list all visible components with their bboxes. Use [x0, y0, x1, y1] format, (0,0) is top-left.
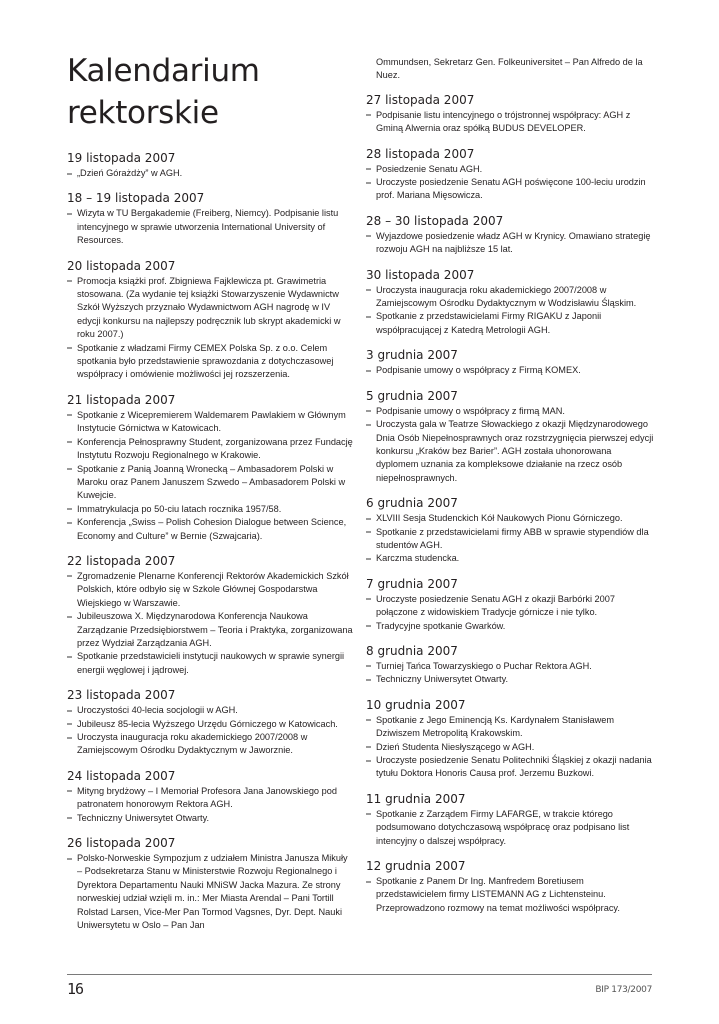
entry-date: 21 listopada 2007: [67, 392, 176, 407]
entry-item: [366, 593, 656, 620]
calendar-entry: [67, 687, 353, 758]
calendar-entry: [366, 643, 656, 687]
dash-bullet-icon: [366, 746, 371, 748]
dash-bullet-icon: [366, 289, 371, 291]
calendar-entry: [67, 392, 353, 543]
entry-item-text: „Dzień Górażdży” w AGH.: [77, 168, 183, 178]
entry-items: [366, 284, 656, 338]
entry-date: 22 listopada 2007: [67, 553, 176, 568]
entry-item: [67, 812, 353, 825]
dash-bullet-icon: [67, 710, 72, 712]
entry-date: 5 grudnia 2007: [366, 388, 458, 403]
entry-items: [366, 714, 656, 781]
dash-bullet-icon: [366, 679, 371, 681]
entry-item-text: Spotkanie z Wicepremierem Waldemarem Pawlakiem w Głównym Instytucie Górnictwa w Katowicach.: [77, 409, 346, 434]
dash-bullet-icon: [366, 813, 371, 815]
dash-bullet-icon: [366, 168, 371, 170]
entry-item-text: Spotkanie z Jego Eminencją Ks. Kardynałem Stanisławem Dziwiszem Metropolitą Krakowskim.: [376, 714, 614, 739]
entry-items: [67, 704, 353, 758]
entry-items: [366, 875, 656, 915]
calendar-entry: [67, 150, 353, 180]
entry-item-text: Uroczysta inauguracja roku akademickiego 2007/2008 w Zamiejscowym Ośrodku Dydaktycznym w Jaworznie.: [77, 732, 308, 756]
entry-item: [67, 785, 353, 812]
entry-item-text: Jubileusz 85-lecia Wyższego Urzędu Górniczego w Katowicach.: [77, 718, 338, 729]
entry-item: [366, 526, 656, 553]
entry-date: 24 listopada 2007: [67, 768, 176, 783]
entry-date: 20 listopada 2007: [67, 258, 176, 273]
entry-item-text: Polsko-Norweskie Sympozjum z udziałem Ministra Janusza Mikuły – Podsekretarza Stanu w Ministerstwie Rozwoju Regionalnego i Dyrektora Departamentu Nauki MNiSW Jacka Mazura. Ze strony norweskiej udział wzięli m. in.: Mer Miasta Arendal – Pani Tortill Rolstad Larsen, Vice-Mer Pan Tormod Vagsnes, Dyr. Dept. Nauki Uniwersytetu w Oslo – Pan Jan: [77, 853, 348, 931]
dash-bullet-icon: [366, 625, 371, 627]
entry-item-text: Wizyta w TU Bergakademie (Freiberg, Niemcy). Podpisanie listu intencyjnego w sprawie utworzenia International University of Resources.: [77, 208, 339, 246]
entry-item-text: Techniczny Uniwersytet Otwarty.: [376, 674, 509, 685]
dash-bullet-icon: [366, 410, 371, 412]
dash-bullet-icon: [366, 598, 371, 600]
entry-items: [366, 109, 656, 136]
dash-bullet-icon: [366, 531, 371, 533]
page-title-line-1: Kalendarium: [67, 53, 260, 89]
dash-bullet-icon: [67, 790, 72, 792]
entry-date: 18 – 19 listopada 2007: [67, 191, 205, 206]
page-title: [67, 50, 260, 134]
dash-bullet-icon: [366, 558, 371, 560]
entry-date: 12 grudnia 2007: [366, 859, 466, 874]
dash-bullet-icon: [366, 881, 371, 883]
entry-items: [366, 364, 656, 377]
entry-date: 8 grudnia 2007: [366, 643, 458, 658]
dash-bullet-icon: [67, 347, 72, 349]
dash-bullet-icon: [67, 522, 72, 524]
footer-divider: [67, 974, 652, 975]
calendar-entry: [366, 213, 656, 257]
calendar-entry: [366, 92, 656, 136]
entry-item: [366, 741, 656, 754]
entry-items: [366, 405, 656, 485]
calendar-entry: [366, 146, 656, 203]
dash-bullet-icon: [366, 182, 371, 184]
entry-items: [366, 660, 656, 687]
entry-item: [67, 704, 353, 717]
calendar-entry: [366, 697, 656, 781]
entry-item: [366, 754, 656, 781]
entry-item-text: Uroczyste posiedzenie Senatu Politechniki Śląskiej z okazji nadania tytułu Doktora Honoris Causa prof. Jerzemu Buzkowi.: [376, 755, 652, 779]
entry-item-text: Zgromadzenie Plenarne Konferencji Rektorów Akademickich Szkół Polskich, które odbyło się w Szkole Głównej Gospodarstwa Wiejskiego w Warszawie.: [77, 570, 349, 608]
entry-item: [366, 660, 656, 673]
calendar-entry: [366, 347, 656, 377]
entry-date: 28 listopada 2007: [366, 146, 475, 161]
entry-item: [67, 275, 353, 342]
entry-item: [67, 650, 353, 677]
entry-item: [67, 718, 353, 731]
entry-items: [67, 409, 353, 543]
entry-items: [366, 163, 656, 203]
entry-item-text: Konferencja Pełnosprawny Student, zorganizowana przez Fundację Instytutu Rozwoju Regionalnego w Krakowie.: [77, 436, 353, 461]
entry-item: [366, 310, 656, 337]
entry-item-text: Posiedzenie Senatu AGH.: [376, 163, 483, 174]
calendar-entry: [366, 388, 656, 485]
entry-item-text: Spotkanie z Panią Joanną Wronecką – Ambasadorem Polski w Maroku oraz Panem Januszem Szwedo – Ambasadorem Polski w Kuwejcie.: [77, 463, 346, 501]
dash-bullet-icon: [67, 656, 72, 658]
entry-item-text: Uroczyste posiedzenie Senatu AGH poświęcone 100-leciu urodzin prof. Mariana Mięsowicza.: [376, 177, 646, 201]
publication-footer: BIP 173/2007: [595, 985, 652, 995]
dash-bullet-icon: [67, 737, 72, 739]
calendar-entry: [366, 576, 656, 633]
entry-item: [366, 673, 656, 686]
entry-date: 11 grudnia 2007: [366, 791, 466, 806]
page-number: 16: [67, 980, 84, 998]
entry-item-text: Promocja książki prof. Zbigniewa Fajklewicza pt. Grawimetria stosowana. (Za wydanie tej książki Stowarzyszenie Wydawnictw Szkół Wyższych przyznało Wydawnictwom AGH nagrodę w IV edycji konkursu na najlepszy podręcznik lub skrypt akademicki w roku 2007.): [77, 275, 341, 340]
calendar-entry: [366, 858, 656, 915]
dash-bullet-icon: [67, 414, 72, 416]
dash-bullet-icon: [67, 441, 72, 443]
calendar-entry: [67, 835, 353, 932]
entry-item: [366, 109, 656, 136]
entry-item-text: Immatrykulacja po 50-ciu latach rocznika 1957/58.: [77, 503, 282, 514]
entry-item: [67, 610, 353, 650]
entry-item: [366, 176, 656, 203]
dash-bullet-icon: [67, 508, 72, 510]
entry-item: [366, 512, 656, 525]
entry-date: 6 grudnia 2007: [366, 496, 458, 511]
entry-item-text: Jubileuszowa X. Międzynarodowa Konferencja Naukowa Zarządzanie Przedsiębiorstwem – Teoria i Praktyka, zorganizowana przez Wydział Zarządzania AGH.: [77, 611, 353, 648]
left-column: [67, 150, 353, 942]
entry-item-text: Spotkanie z Panem Dr Ing. Manfredem Boretiusem przedstawicielem firmy LISTEMANN AG z Lichtensteinu. Przeprowadzono rozmowy na temat możliwości współpracy.: [376, 876, 620, 913]
entry-item-text: Spotkanie z Zarządem Firmy LAFARGE, w trakcie którego podsumowano dotychczasową współpracę oraz podpisano list intencyjny o dalszej współpracy.: [376, 808, 630, 846]
entry-item-text: Uroczyste posiedzenie Senatu AGH z okazji Barbórki 2007 połączone z widowiskiem Tradycje górnicze i nie tylko.: [376, 593, 615, 618]
dash-bullet-icon: [366, 518, 371, 520]
dash-bullet-icon: [67, 575, 72, 577]
entry-item: [366, 418, 656, 485]
entry-item: [366, 714, 656, 741]
dash-bullet-icon: [366, 316, 371, 318]
entry-item: [67, 516, 353, 543]
entry-date: 30 listopada 2007: [366, 267, 475, 282]
calendar-entry: [366, 267, 656, 338]
entry-item-text: Mityng brydżowy – I Memoriał Profesora Jana Janowskiego pod patronatem honorowym Rektora AGH.: [77, 785, 337, 810]
entry-item-text: Spotkanie przedstawicieli instytucji naukowych w sprawie synergii energii węglowej i jądrowej.: [77, 651, 345, 675]
right-column: [366, 56, 656, 925]
entry-item-text: Spotkanie z przedstawicielami Firmy RIGAKU z Japonii współpracującej z Katedrą Metrologii AGH.: [376, 311, 602, 335]
dash-bullet-icon: [366, 760, 371, 762]
entry-item: [67, 463, 353, 503]
entry-item: [366, 230, 656, 257]
continuation-text: Ommundsen, Sekretarz Gen. Folkeuniversitet – Pan Alfredo de la Nuez.: [376, 57, 643, 81]
dash-bullet-icon: [67, 616, 72, 618]
dash-bullet-icon: [366, 370, 371, 372]
entry-date: 26 listopada 2007: [67, 836, 176, 851]
entry-date: 27 listopada 2007: [366, 92, 475, 107]
calendar-entry: [366, 495, 656, 566]
entry-item: [67, 207, 353, 247]
entry-date: 3 grudnia 2007: [366, 348, 458, 363]
entry-item: [67, 852, 353, 932]
entry-item-text: Wyjazdowe posiedzenie władz AGH w Krynicy. Omawiano strategię rozwoju AGH na najbliższe 15 lat.: [376, 230, 651, 255]
entry-item-text: XLVIII Sesja Studenckich Kół Naukowych Pionu Górniczego.: [376, 513, 623, 524]
entry-item-text: Podpisanie umowy o współpracy z Firmą KOMEX.: [376, 365, 581, 376]
entry-item: [366, 364, 656, 377]
entry-items: [366, 808, 656, 848]
calendar-entry: [67, 190, 353, 247]
calendar-entry: [366, 791, 656, 848]
dash-bullet-icon: [67, 280, 72, 282]
entry-items: [366, 512, 656, 566]
dash-bullet-icon: [67, 817, 72, 819]
entry-item-text: Turniej Tańca Towarzyskiego o Puchar Rektora AGH.: [376, 660, 592, 671]
entry-items: [67, 167, 353, 180]
entry-item: [67, 570, 353, 610]
entry-date: 19 listopada 2007: [67, 151, 176, 165]
entry-item: [67, 436, 353, 463]
entry-items: [67, 570, 353, 677]
entry-date: 10 grudnia 2007: [366, 697, 466, 712]
dash-bullet-icon: [366, 235, 371, 237]
entry-item: [366, 163, 656, 176]
entry-item: [366, 552, 656, 565]
entry-items: [67, 207, 353, 247]
entry-item-text: Podpisanie listu intencyjnego o trójstronnej współpracy: AGH z Gminą Alwernia oraz spółką BUDUS DEVELOPER.: [376, 109, 631, 134]
entry-item: [67, 731, 353, 758]
calendar-entry: [67, 258, 353, 382]
dash-bullet-icon: [366, 114, 371, 116]
entry-item-text: Uroczystości 40-lecia socjologii w AGH.: [77, 705, 238, 716]
dash-bullet-icon: [67, 858, 72, 860]
dash-bullet-icon: [366, 665, 371, 667]
entry-item: [67, 167, 353, 180]
entry-date: 23 listopada 2007: [67, 688, 176, 703]
dash-bullet-icon: [67, 213, 72, 215]
entry-item: [366, 875, 656, 915]
calendar-entry: [67, 768, 353, 825]
calendar-entry: [67, 553, 353, 677]
entry-items: [67, 785, 353, 825]
entry-item-text: Techniczny Uniwersytet Otwarty.: [77, 812, 210, 823]
entry-item: [67, 409, 353, 436]
entry-item-text: Karczma studencka.: [376, 553, 460, 564]
entry-item-text: Tradycyjne spotkanie Gwarków.: [376, 620, 506, 631]
entry-items: [67, 275, 353, 382]
entry-item-text: Spotkanie z przedstawicielami firmy ABB w sprawie stypendiów dla studentów AGH.: [376, 526, 649, 550]
entry-items: [366, 593, 656, 633]
dash-bullet-icon: [67, 468, 72, 470]
entry-item-text: Dzień Studenta Niesłyszącego w AGH.: [376, 741, 535, 752]
dash-bullet-icon: [67, 173, 72, 175]
dash-bullet-icon: [366, 424, 371, 426]
entry-item: [67, 342, 353, 382]
entry-item-text: Konferencja „Swiss – Polish Cohesion Dialogue between Science, Economy and Culture” w Bernie (Szwajcaria).: [77, 517, 347, 541]
entry-item-text: Uroczysta gala w Teatrze Słowackiego z okazji Międzynarodowego Dnia Osób Niepełnosprawnych oraz rozstrzygnięcia pierwszej edycji konkursu „Kraków bez Barier”. AGH została uhonorowana dyplomem uznania za kompleksowe działanie na rzecz osób niepełnosprawnych.: [376, 419, 654, 483]
entry-date: 7 grudnia 2007: [366, 576, 458, 591]
entry-items: [67, 852, 353, 932]
entry-item-text: Spotkanie z władzami Firmy CEMEX Polska Sp. z o.o. Celem spotkania było przedstawienie sprawozdania z dotychczasowej współpracy i omówienie możliwości jej rozszerzenia.: [77, 342, 334, 380]
entry-item: [366, 808, 656, 848]
entry-item-text: Uroczysta inauguracja roku akademickiego 2007/2008 w Zamiejscowym Ośrodku Dydaktycznym w Wodzisławiu Śląskim.: [376, 284, 637, 309]
dash-bullet-icon: [366, 719, 371, 721]
dash-bullet-icon: [67, 723, 72, 725]
entry-date: 28 – 30 listopada 2007: [366, 213, 504, 228]
entry-items: [366, 230, 656, 257]
entry-item-text: Podpisanie umowy o współpracy z firmą MAN.: [376, 405, 565, 416]
page-title-line-2: rektorskie: [67, 95, 219, 131]
entry-item: [366, 405, 656, 418]
entry-item: [366, 284, 656, 311]
entry-item: [366, 620, 656, 633]
entry-item: [67, 503, 353, 516]
